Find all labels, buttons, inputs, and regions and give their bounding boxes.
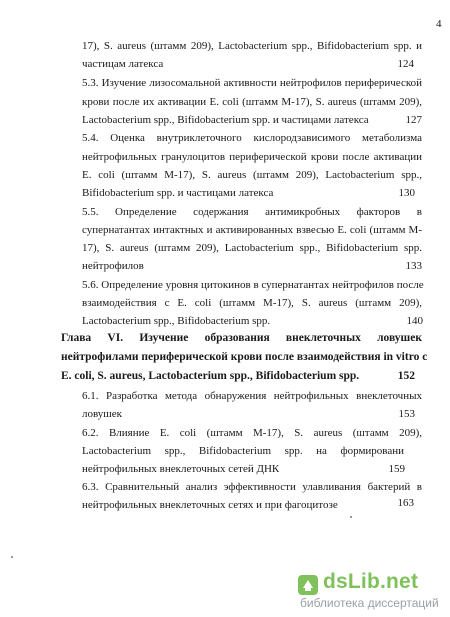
toc-line: 5.3. Изучение лизосомальной активности нейтрофилов периферической: [82, 77, 422, 89]
toc-line: нейтрофильных внеклеточных сетях и при фагоцитозе: [82, 499, 338, 511]
chapter-heading-line: E. coli, S. aureus, Lactobacterium spp., Bifidobacterium spp.: [61, 370, 360, 382]
toc-page-number: 127: [405, 114, 422, 126]
toc-page-number: 133: [405, 260, 422, 272]
toc-line: нейтрофильных внеклеточных сетей ДНК: [82, 463, 280, 475]
toc-line: Lactobacterium spp., Bifidobacterium spp. и частицами латекса: [82, 114, 369, 126]
toc-line: E. coli (штамм М-17), S. aureus (штамм 209), Lactobacterium spp.,: [82, 169, 422, 181]
toc-page-number: 159: [388, 463, 405, 475]
toc-line: Bifidobacterium spp. и частицами латекса: [82, 187, 274, 199]
chapter-page-number: 152: [397, 370, 415, 382]
toc-line: 6.2. Влияние E. coli (штамм М-17), S. aureus (штамм 209),: [82, 427, 422, 439]
toc-page-number: 124: [397, 58, 414, 70]
toc-line: взаимодействия с E. coli (штамм М-17), S. aureus (штамм 209),: [82, 297, 422, 309]
toc-line: супернатантах интактных и активированных взвесью E. coli (штамм М-: [82, 224, 422, 236]
toc-line: 5.6. Определение уровня цитокинов в супернатантах нейтрофилов после: [82, 279, 424, 291]
toc-line: 5.4. Оценка внутриклеточного кислородзависимого метаболизма: [82, 132, 422, 144]
scan-speck: [11, 556, 13, 558]
toc-page-number: 163: [397, 497, 414, 509]
page-number: 4: [436, 18, 442, 30]
toc-line: нейтрофильных гранулоцитов периферической крови после активации: [82, 151, 422, 163]
toc-line: нейтрофилов: [82, 260, 144, 272]
toc-line: ловушек: [82, 408, 123, 420]
toc-line: 6.3. Сравнительный анализ эффективности улавливания бактерий в: [82, 481, 422, 493]
toc-line: 17), S. aureus (штамм 209), Lactobacterium spp., Bifidobacterium spp. и: [82, 40, 422, 52]
toc-line: 6.1. Разработка метода обнаружения нейтрофильных внеклеточных: [82, 390, 422, 402]
toc-line: частицам латекса: [82, 58, 164, 70]
toc-line: Lactobacterium spp., Bifidobacterium spp.: [82, 315, 271, 327]
toc-page-number: 140: [406, 315, 423, 327]
toc-line: 17), S. aureus (штамм 209), Lactobacterium spp., Bifidobacterium spp.: [82, 242, 422, 254]
toc-page-number: 153: [398, 408, 415, 420]
toc-page-number: 130: [398, 187, 415, 199]
toc-line: крови после их активации E. coli (штамм М-17), S. aureus (штамм 209),: [82, 96, 422, 108]
dslib-logo-icon: [297, 574, 319, 596]
toc-line: Lactobacterium spp., Bifidobacterium spp. на формировани: [82, 445, 404, 457]
toc-line: 5.5. Определение содержания антимикробных факторов в: [82, 206, 422, 218]
chapter-heading-line: Глава VI. Изучение образования внеклеточных ловушек: [61, 332, 422, 344]
scan-speck: [350, 516, 352, 518]
watermark-brand: dsLib.net: [323, 570, 419, 593]
watermark-subtitle: библиотека диссертаций: [300, 596, 439, 610]
chapter-heading-line: нейтрофилами периферической крови после взаимодействия in vitro с: [61, 351, 428, 363]
